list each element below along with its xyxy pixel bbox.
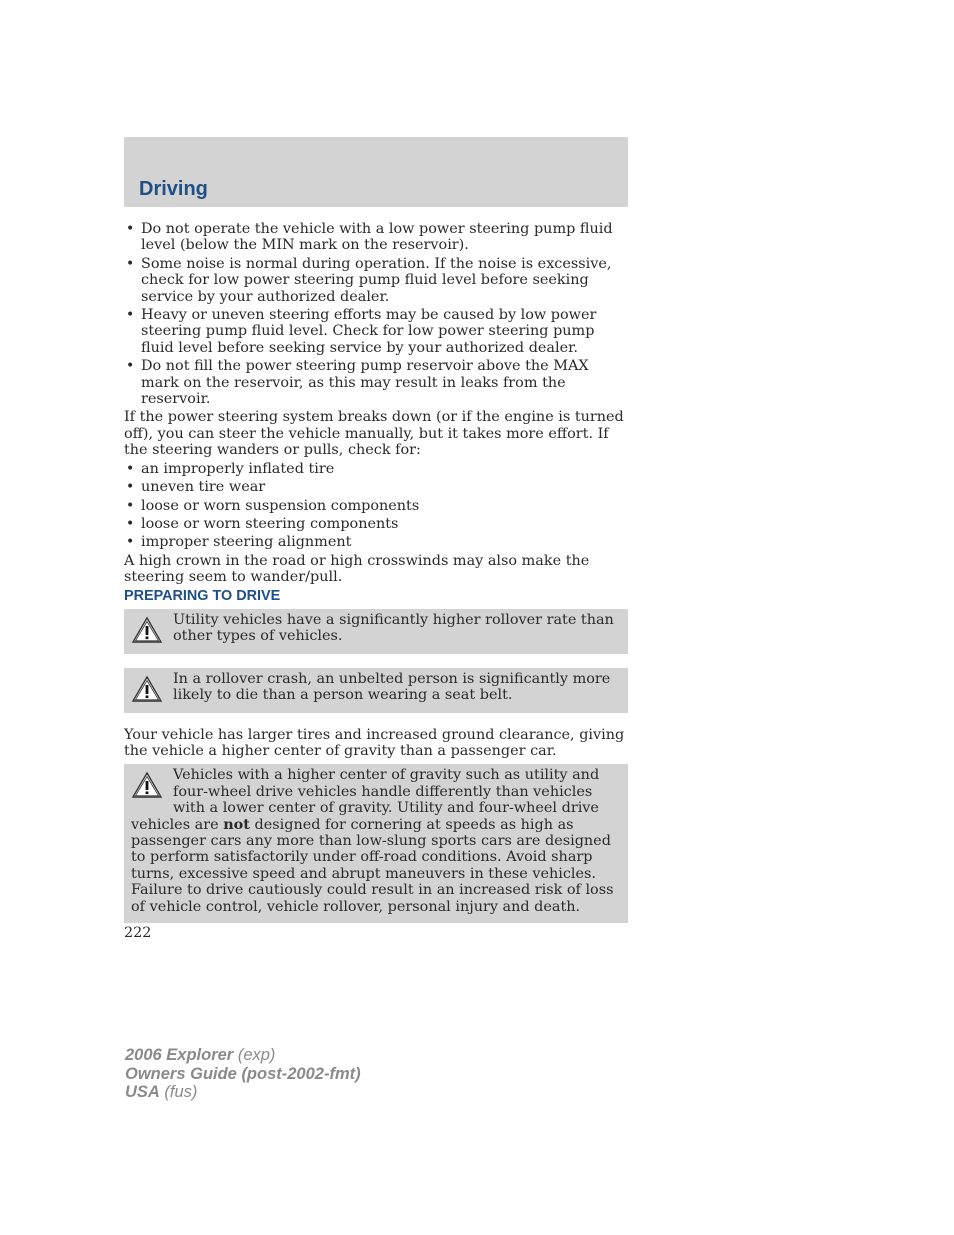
- page-number: 222: [124, 925, 152, 941]
- bullet-dot: •: [126, 460, 135, 477]
- list-item: • Heavy or uneven steering efforts may be caused by low power steering pump fluid level. Check for low power steering pump fluid level before seeking service by your authorized dealer.: [126, 307, 597, 356]
- bullet-dot: •: [126, 255, 135, 272]
- emphasis-not: not: [223, 815, 250, 833]
- section-title: Driving: [139, 178, 208, 200]
- list-item: • loose or worn steering components: [126, 515, 399, 532]
- list-item: • uneven tire wear: [126, 479, 266, 496]
- footer-line-guide: Owners Guide (post-2002-fmt): [125, 1064, 361, 1083]
- page-content: [124, 221, 630, 937]
- list-item: • loose or worn suspension components: [126, 497, 420, 514]
- warning-box-center-of-gravity: [124, 764, 628, 923]
- footer-line-model: 2006 Explorer (exp): [125, 1046, 276, 1064]
- bullet-dot: •: [126, 358, 135, 375]
- paragraph-tires: Your vehicle has larger tires and increased ground clearance, giving the vehicle a higher center of gravity than a passenger car.: [124, 726, 625, 759]
- warning-triangle-icon: [131, 771, 163, 799]
- warning-box-unbelted: [124, 668, 628, 713]
- bullet-dot: •: [126, 497, 135, 514]
- list-item: • improper steering alignment: [126, 534, 352, 551]
- bullet-dot: •: [126, 515, 135, 532]
- bullet-dot: •: [126, 307, 135, 324]
- list-item: • an improperly inflated tire: [126, 460, 335, 477]
- warning-text: In a rollover crash, an unbelted person is significantly more likely to die than a person wearing a seat belt.: [173, 670, 611, 703]
- subheading-preparing-to-drive: PREPARING TO DRIVE: [124, 587, 281, 604]
- list-item: • Some noise is normal during operation. If the noise is excessive, check for low power steering pump fluid level before seeking service by your authorized dealer.: [126, 255, 612, 305]
- warning-triangle-icon: [131, 675, 163, 703]
- bullet-dot: •: [126, 479, 135, 496]
- bullet-dot: •: [126, 534, 135, 551]
- footer-line-region: USA (fus): [125, 1083, 198, 1101]
- paragraph-crown: A high crown in the road or high crosswinds may also make the steering seem to wander/pull.: [124, 552, 590, 586]
- section-header-band: [124, 137, 628, 207]
- power-steering-bullet-list: [124, 221, 630, 407]
- list-item: • Do not fill the power steering pump reservoir above the MAX mark on the reservoir, as this may result in leaks from the reservoir.: [126, 358, 589, 408]
- document-footer: [125, 1046, 361, 1102]
- list-item: • Do not operate the vehicle with a low power steering pump fluid level (below the MIN mark on the reservoir).: [126, 221, 613, 254]
- warning-box-rollover-rate: [124, 609, 628, 654]
- paragraph-breakdown: If the power steering system breaks down (or if the engine is turned off), you can steer the vehicle manually, but it takes more effort. If the steering wanders or pulls, check for:: [124, 409, 624, 459]
- warning-text: Vehicles with a higher center of gravity such as utility and four-wheel drive vehicles handle differently than vehicles with a lower center of gravity. Utility and four-wheel drive vehicles are not designed for cornering at speeds as high as passenger cars any more than low-slung sports cars are designed to perform satisfactorily under off-road conditions. Avoid sharp turns, excessive speed and abrupt maneuvers in these vehicles. Failure to drive cautiously could result in an increased risk of loss of vehicle control, vehicle rollover, personal injury and death.: [131, 767, 614, 915]
- steering-check-list: [124, 461, 630, 551]
- warning-text: Utility vehicles have a significantly higher rollover rate than other types of vehicles.: [173, 611, 614, 644]
- bullet-dot: •: [126, 221, 135, 237]
- warning-triangle-icon: [131, 616, 163, 644]
